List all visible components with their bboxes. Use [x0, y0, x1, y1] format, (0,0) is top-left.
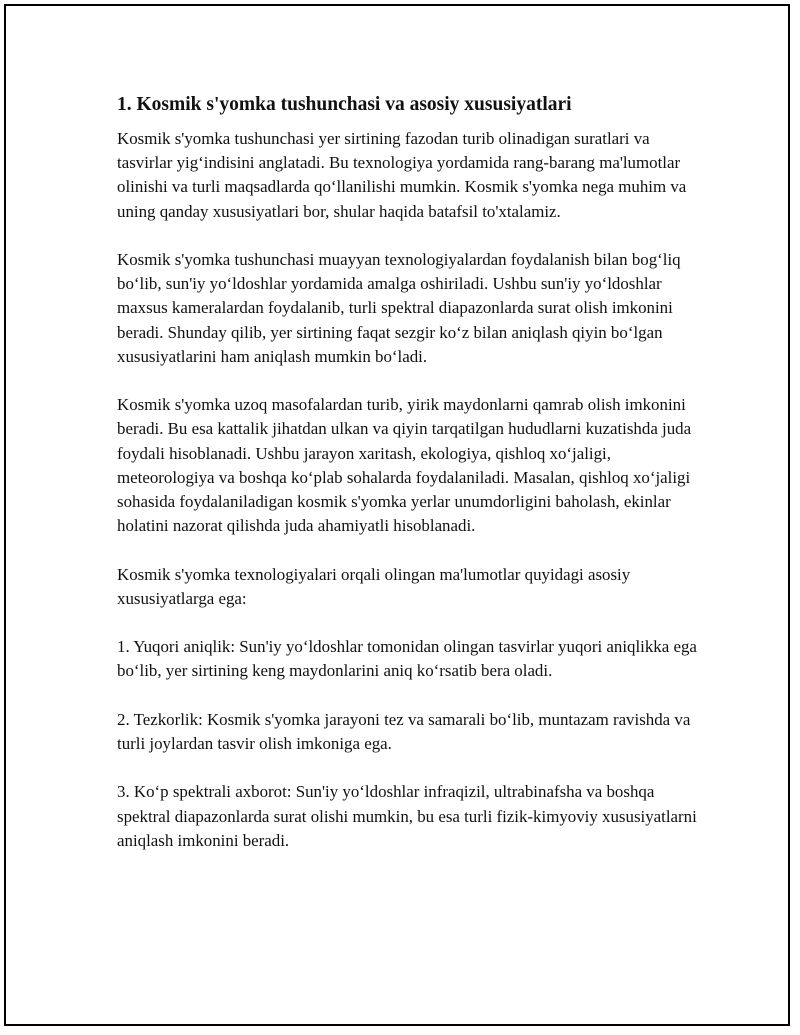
paragraph-features-intro: Kosmik s'yomka texnologiyalari orqali olingan ma'lumotlar quyidagi asosiy xususiyatlarga ega:: [117, 564, 631, 608]
paragraph-feature-accuracy: 1. Yuqori aniqlik: Sun'iy yo‘ldoshlar tomonidan olingan tasvirlar yuqori aniqlikka ega bo‘lib, yer sirtining keng maydonlarini aniq ko‘rsatib bera oladi.: [117, 637, 697, 681]
document-body: [117, 92, 697, 877]
section-heading: 1. Kosmik s'yomka tushunchasi va asosiy xususiyatlari: [117, 94, 572, 115]
paragraph-feature-speed: 2. Tezkorlik: Kosmik s'yomka jarayoni tez va samarali bo‘lib, muntazam ravishda va turli joylardan tasvir olish imkoniga ega.: [117, 709, 691, 753]
paragraph-technology: Kosmik s'yomka tushunchasi muayyan texnologiyalardan foydalanish bilan bog‘liq bo‘lib, sun'iy yo‘ldoshlar yordamida amalga oshiriladi. Ushbu sun'iy yo‘ldoshlar maxsus kameralardan foydalanib, turli spektral diapazonlarda surat olish imkonini beradi. Shunday qilib, yer sirtining faqat sezgir ko‘z bilan aniqlash qiyin bo‘lgan xususiyatlarini ham aniqlash mumkin bo‘ladi.: [117, 250, 681, 366]
paragraph-intro: Kosmik s'yomka tushunchasi yer sirtining fazodan turib olinadigan suratlari va tasvirlar yig‘indisini anglatadi. Bu texnologiya yordamida rang-barang ma'lumotlar olinishi va turli maqsadlarda qo‘llanilishi mumkin. Kosmik s'yomka nega muhim va uning qanday xususiyatlari bor, shular haqida batafsil to'xtalamiz.: [117, 129, 687, 221]
paragraph-coverage: Kosmik s'yomka uzoq masofalardan turib, yirik maydonlarni qamrab olish imkonini beradi. Bu esa kattalik jihatdan ulkan va qiyin tarqatilgan hududlarni kuzatishda juda foydali hisoblanadi. Ushbu jarayon xaritash, ekologiya, qishloq xo‘jaligi, meteorologiya va boshqa ko‘plab sohalarda foydalaniladi. Masalan, qishloq xo‘jaligi sohasida foydalaniladigan kosmik s'yomka yerlar unumdorligini baholash, ekinlar holatini nazorat qilishda juda ahamiyatli hisoblanadi.: [117, 395, 692, 536]
paragraph-feature-multispectral: 3. Ko‘p spektrali axborot: Sun'iy yo‘ldoshlar infraqizil, ultrabinafsha va boshqa spektral diapazonlarda surat olishi mumkin, bu esa turli fizik-kimyoviy xususiyatlarni aniqlash imkonini beradi.: [117, 782, 697, 850]
